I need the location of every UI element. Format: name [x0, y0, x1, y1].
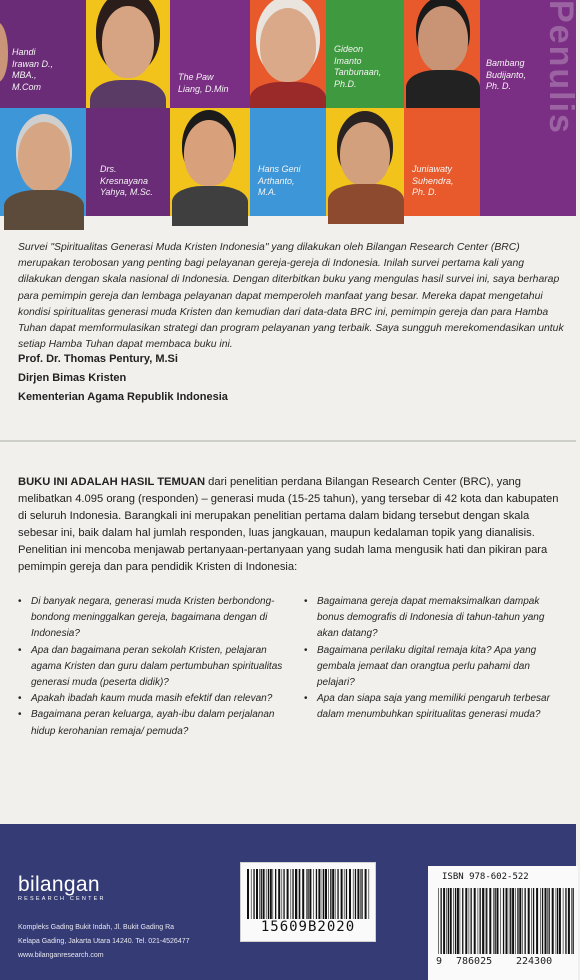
portrait-photo: [418, 6, 468, 72]
barcode-stripe: [557, 888, 558, 954]
barcode-stripe: [247, 869, 249, 919]
barcode-bars: [247, 869, 369, 919]
tile-kresnayana: [86, 108, 170, 216]
barcode-stripe: [270, 869, 272, 919]
question-item: • Apakah ibadah kaum muda masih efektif dan relevan?: [18, 691, 286, 707]
barcode-stripe: [273, 869, 274, 919]
question-item: • Apa dan bagaimana peran sekolah Kristen, pelajaran agama Kristen dan guru dalam pertumbuhan spiritualitas generasi muda (peserta didik)?: [18, 643, 286, 692]
barcode-stripe: [299, 869, 300, 919]
barcode-stripe: [346, 869, 347, 919]
barcode-stripe: [438, 888, 439, 954]
barcode-stripe: [495, 888, 496, 954]
barcode-stripe: [259, 869, 260, 919]
description-body: dari penelitian perdana Bilangan Research Center (BRC), yang melibatkan 4.095 orang (responden) – generasi muda (15-25 tahun), yang tersebar di 42 kota dan kabupaten di seluruh Indonesia. Barangkali ini merupakan penelitian pertama dalam bidang tersebut dengan skala sebesar ini, baik dalam hal jumlah responden, luas jangkauan, maupun kedalaman topik yang dianalisis. Penelitian ini mencoba menjawab pertanyaan-pertanyaan yang sudah lama mengusik hati dan pikiran para pemimpin gereja dan para pendidik Kristen di Indonesia:: [18, 476, 559, 573]
barcode-stripe: [571, 888, 572, 954]
barcode-stripe: [357, 869, 359, 919]
portrait-shoulders: [328, 184, 404, 224]
book-description: [18, 474, 566, 576]
barcode-stripe: [251, 869, 252, 919]
barcode-stripe: [253, 869, 254, 919]
barcode-stripe: [559, 888, 561, 954]
barcode-stripe: [500, 888, 501, 954]
description-lead: BUKU INI ADALAH HASIL TEMUAN: [18, 476, 206, 488]
isbn-digit-prefix: 9: [436, 956, 443, 967]
publisher-address: [18, 921, 190, 963]
barcode-stripe: [278, 869, 280, 919]
barcode-stripe: [283, 869, 284, 919]
barcode-stripe: [316, 869, 317, 919]
barcode-stripe: [510, 888, 511, 954]
barcode-stripe: [306, 869, 307, 919]
logo-wordmark: bilangan: [18, 873, 100, 896]
questions-left: [18, 594, 286, 740]
barcode-stripe: [506, 888, 508, 954]
barcode-stripe: [328, 869, 329, 919]
barcode-stripe: [486, 888, 487, 954]
isbn-barcode: [428, 866, 578, 980]
barcode-stripe: [263, 869, 265, 919]
barcode-bars: [438, 888, 574, 954]
question-item: • Bagaimana peran keluarga, ayah-ibu dalam perjalanan hidup kerohanian remaja/ pemuda?: [18, 707, 286, 739]
address-line: Kompleks Gading Bukit Indah, Jl. Bukit Gading Ra: [18, 924, 175, 931]
barcode-stripe: [261, 869, 262, 919]
barcode-stripe: [517, 888, 518, 954]
barcode-stripe: [471, 888, 472, 954]
tile-photo-4: [0, 108, 86, 216]
barcode-stripe: [552, 888, 554, 954]
barcode-stripe: [455, 888, 456, 954]
barcode-stripe: [462, 888, 463, 954]
tile-juniawaty: [404, 108, 480, 216]
barcode-stripe: [349, 869, 351, 919]
barcode-stripe: [482, 888, 484, 954]
store-barcode-number: 15609B2020: [260, 919, 356, 935]
portrait-photo: [340, 122, 390, 186]
portrait-shoulders: [172, 186, 248, 226]
contributor-name: Gideon Imanto Tanbunaan, Ph.D.: [334, 44, 382, 89]
barcode-stripe: [322, 869, 323, 919]
barcode-stripe: [540, 888, 541, 954]
barcode-stripe: [353, 869, 354, 919]
portrait-photo: [102, 6, 154, 78]
barcode-stripe: [497, 888, 499, 954]
barcode-stripe: [536, 888, 538, 954]
portrait-photo: [18, 122, 70, 192]
logo-subtitle: RESEARCH CENTER: [18, 896, 106, 902]
section-divider: [0, 440, 576, 442]
barcode-stripe: [453, 888, 454, 954]
question-item: • Apa dan siapa saja yang memiliki pengaruh terbesar dalam menumbuhkan spiritualitas generasi muda?: [304, 691, 566, 723]
barcode-stripe: [441, 888, 442, 954]
barcode-stripe: [291, 869, 292, 919]
contributors-grid: [0, 0, 580, 216]
store-barcode: [240, 862, 376, 942]
barcode-stripe: [360, 869, 361, 919]
barcode-stripe: [443, 888, 445, 954]
barcode-stripe: [292, 869, 293, 919]
tile-photo-1: [86, 0, 170, 108]
address-line: Kelapa Gading, Jakarta Utara 14240. Tel. 021-4526477: [18, 938, 190, 945]
barcode-stripe: [503, 888, 504, 954]
isbn-digits-left: 786025: [456, 956, 493, 967]
barcode-stripe: [330, 869, 331, 919]
barcode-stripe: [355, 869, 356, 919]
barcode-stripe: [369, 869, 370, 919]
tile-photo-5: [170, 108, 250, 216]
barcode-stripe: [565, 888, 566, 954]
barcode-stripe: [474, 888, 476, 954]
contributor-name: Bambang Budijanto, Ph. D.: [486, 58, 527, 91]
tile-handi: [0, 0, 86, 108]
barcode-stripe: [313, 869, 314, 919]
contributor-name: Hans Geni Arthanto, M.A.: [258, 164, 301, 197]
portrait-shoulders: [4, 190, 84, 230]
contributor-name: Drs. Kresnayana Yahya, M.Sc.: [100, 164, 153, 197]
barcode-stripe: [460, 888, 461, 954]
barcode-stripe: [563, 888, 564, 954]
barcode-stripe: [519, 888, 521, 954]
barcode-stripe: [489, 888, 491, 954]
question-item: • Bagaimana gereja dapat memaksimalkan dampak bonus demografis di Indonesia di tahun-tahun yang akan datang?: [304, 594, 566, 643]
barcode-stripe: [318, 869, 320, 919]
tile-hans: [250, 108, 326, 216]
barcode-stripe: [509, 888, 510, 954]
barcode-stripe: [556, 888, 557, 954]
question-item: • Bagaimana perilaku digital remaja kita? Apa yang gembala jemaat dan orangtua perlu pahami dan pelajari?: [304, 643, 566, 692]
barcode-stripe: [549, 888, 550, 954]
barcode-stripe: [323, 869, 324, 919]
barcode-stripe: [547, 888, 548, 954]
barcode-stripe: [493, 888, 494, 954]
tile-photo-6: [326, 108, 404, 216]
barcode-stripe: [545, 888, 547, 954]
barcode-stripe: [295, 869, 297, 919]
endorser-signature: [18, 350, 228, 407]
barcode-stripe: [361, 869, 362, 919]
barcode-stripe: [573, 888, 574, 954]
barcode-stripe: [307, 869, 308, 919]
barcode-stripe: [512, 888, 514, 954]
barcode-stripe: [446, 888, 447, 954]
tile-gideon: [326, 0, 404, 108]
barcode-stripe: [528, 888, 530, 954]
website-link: www.bilanganresearch.com: [18, 952, 104, 959]
barcode-stripe: [335, 869, 336, 919]
barcode-stripe: [287, 869, 289, 919]
barcode-stripe: [309, 869, 311, 919]
barcode-stripe: [469, 888, 470, 954]
barcode-stripe: [525, 888, 526, 954]
portrait-photo: [184, 120, 234, 186]
tile-photo-2: [250, 0, 326, 108]
barcode-stripe: [531, 888, 532, 954]
barcode-stripe: [256, 869, 258, 919]
barcode-stripe: [480, 888, 481, 954]
barcode-stripe: [298, 869, 299, 919]
contributor-name: Juniawaty Suhendra, Ph. D.: [412, 164, 454, 197]
barcode-stripe: [365, 869, 367, 919]
barcode-stripe: [542, 888, 543, 954]
isbn-label: ISBN 978-602-522: [442, 872, 529, 882]
barcode-stripe: [533, 888, 534, 954]
barcode-stripe: [282, 869, 283, 919]
barcode-stripe: [515, 888, 516, 954]
endorsement: [18, 240, 568, 353]
tile-paw-liang: [170, 0, 250, 108]
barcode-stripe: [344, 869, 345, 919]
barcode-stripe: [275, 869, 276, 919]
barcode-stripe: [337, 869, 338, 919]
barcode-stripe: [325, 869, 327, 919]
barcode-stripe: [457, 888, 459, 954]
portrait-photo: [260, 8, 316, 82]
barcode-stripe: [485, 888, 486, 954]
publisher-logo: [18, 873, 106, 902]
barcode-stripe: [302, 869, 304, 919]
isbn-digits-right: 224300: [516, 956, 553, 967]
barcode-stripe: [478, 888, 479, 954]
endorser-name: Prof. Dr. Thomas Pentury, M.Si: [18, 353, 178, 365]
tile-photo-3: [404, 0, 480, 108]
barcode-stripe: [522, 888, 523, 954]
barcode-stripe: [568, 888, 570, 954]
barcode-stripe: [465, 888, 467, 954]
barcode-stripe: [266, 869, 267, 919]
barcode-stripe: [332, 869, 334, 919]
spine-watermark: Penulis: [542, 0, 580, 135]
endorsement-text: Survei "Spiritualitas Generasi Muda Kristen Indonesia" yang dilakukan oleh Bilangan Research Center (BRC) merupakan terobosan yang penting bagi pelayanan gereja-gereja di Indonesia. Inilah survei pertama kali yang dilakukan dengan skala nasional di Indonesia. Dengan diterbitkan buku yang mengulas hasil survei ini, saya berharap para pemimpin gereja dan lembaga pelayanan dapat memperoleh manfaat yang besar. Mereka dapat mengetahui kondisi spiritualitas generasi muda Kristen dan kemudian dari data-data BRC ini, pemimpin gereja dan para Hamba Tuhan dapat memformulasikan strategi dan program pelayanan yang terbaik. Saya sungguh merekomendasikan untuk setiap Hamba Tuhan dapat membaca buku ini.: [18, 242, 564, 351]
contributor-name: Handi Irawan D., MBA., M.Com: [12, 47, 54, 92]
contributor-name: The Paw Liang, D.Min: [178, 72, 229, 94]
questions-right: [304, 594, 566, 724]
barcode-stripe: [448, 888, 449, 954]
barcode-stripe: [450, 888, 452, 954]
barcode-stripe: [268, 869, 269, 919]
barcode-stripe: [341, 869, 343, 919]
portrait-photo: [0, 22, 8, 82]
endorser-organization: Kementerian Agama Republik Indonesia: [18, 391, 228, 403]
question-item: • Di banyak negara, generasi muda Kristen berbondong-bondong meninggalkan gereja, bagaimana dengan di Indonesia?: [18, 594, 286, 643]
endorser-title: Dirjen Bimas Kristen: [18, 372, 127, 384]
